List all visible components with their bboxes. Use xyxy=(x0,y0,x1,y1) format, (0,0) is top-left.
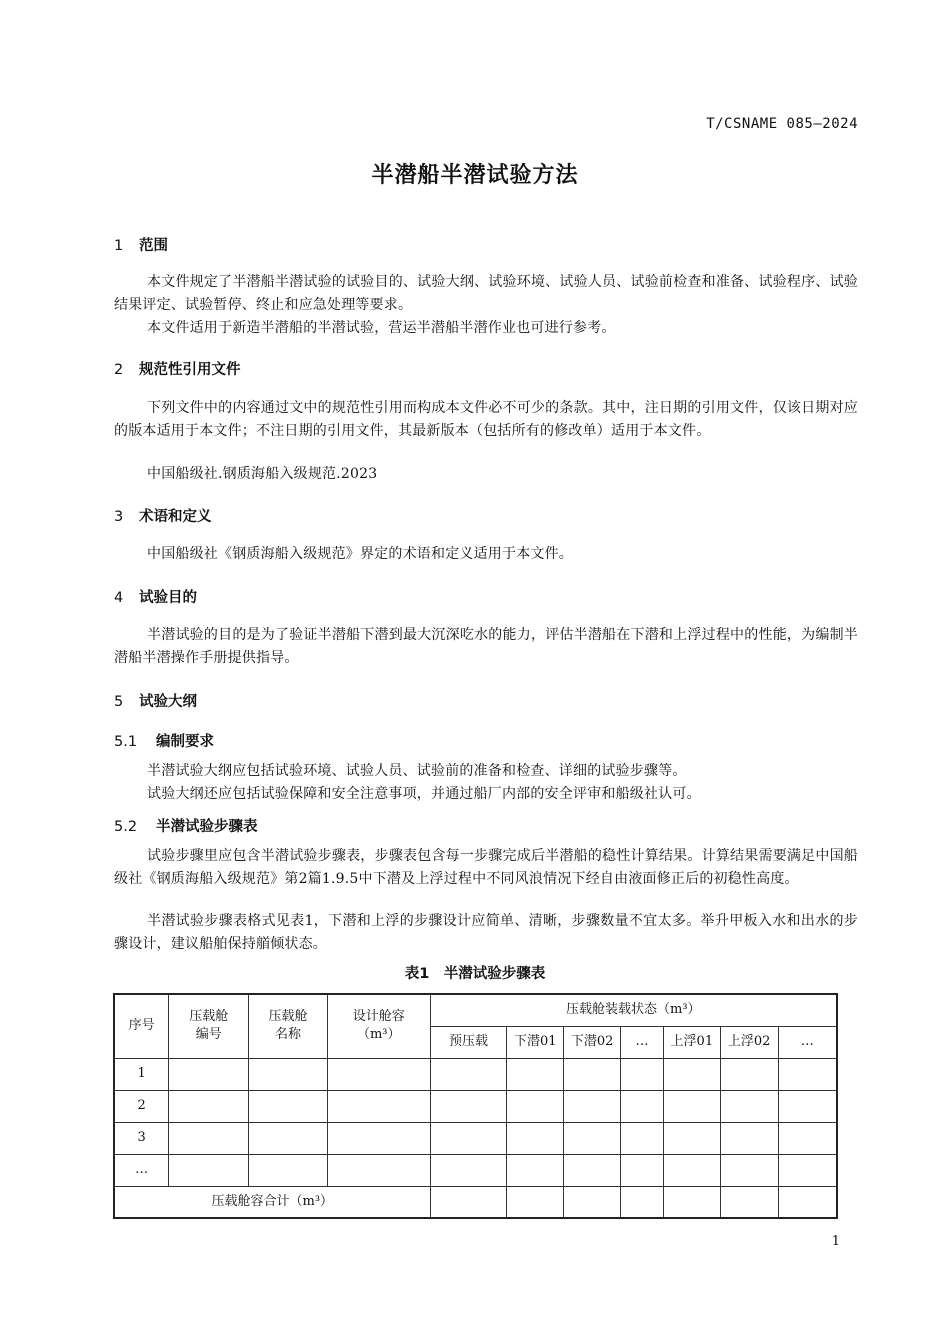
header-seq: 序号 xyxy=(114,994,169,1058)
section-title: 规范性引用文件 xyxy=(139,362,241,378)
section-title: 半潜试验步骤表 xyxy=(156,819,258,835)
ballast-steps-table xyxy=(113,993,838,1219)
section-2-paragraph-1: 下列文件中的内容通过文中的规范性引用而构成本文件必不可少的条款。其中，注日期的引用文件，仅该日期对应的版本适用于本文件；不注日期的引用文件，其最新版本（包括所有的修改单）适用于本文件。 xyxy=(114,400,858,439)
section-number: 2 xyxy=(114,362,124,378)
table-row xyxy=(114,1154,837,1186)
section-number: 5 xyxy=(114,694,124,710)
header-status-col: 预压载 xyxy=(430,1026,507,1058)
section-4-paragraph-1: 半潜试验的目的是为了验证半潜船下潜到最大沉深吃水的能力，评估半潜船在下潜和上浮过程中的性能，为编制半潜船半潜操作手册提供指导。 xyxy=(114,627,858,666)
section-1-heading xyxy=(114,234,168,255)
section-title: 试验目的 xyxy=(139,590,197,606)
total-label: 压载舱容合计（m³） xyxy=(114,1186,430,1218)
section-1-paragraph-2: 本文件适用于新造半潜船的半潜试验，营运半潜船半潜作业也可进行参考。 xyxy=(147,320,616,336)
section-title: 术语和定义 xyxy=(139,509,212,525)
section-title: 试验大纲 xyxy=(139,694,197,710)
section-5-2-heading xyxy=(114,815,258,836)
page-title: 半潜船半潜试验方法 xyxy=(371,163,579,188)
section-number: 4 xyxy=(114,590,124,606)
header-status-col: … xyxy=(621,1026,664,1058)
document-code: T/CSNAME 085—2024 xyxy=(706,116,858,132)
section-5-1-heading xyxy=(114,730,214,751)
header-status-col: 下潜01 xyxy=(507,1026,564,1058)
section-title: 编制要求 xyxy=(156,734,214,750)
table-header-row-1 xyxy=(114,994,837,1026)
header-design-capacity: 设计舱容 （m³） xyxy=(327,994,430,1058)
header-status-col: 下潜02 xyxy=(564,1026,621,1058)
page-number: 1 xyxy=(831,1234,840,1249)
section-5-2-paragraph-2: 半潜试验步骤表格式见表1，下潜和上浮的步骤设计应简单、清晰，步骤数量不宜太多。举升甲板入水和出水的步骤设计，建议船舶保持艏倾状态。 xyxy=(114,913,858,952)
section-2-reference: 中国船级社.钢质海船入级规范.2023 xyxy=(147,466,378,482)
header-status-col: 上浮02 xyxy=(720,1026,778,1058)
row-seq: 1 xyxy=(114,1058,169,1090)
header-tank-name: 压载舱 名称 xyxy=(249,994,328,1058)
section-5-2-paragraph-1: 试验步骤里应包含半潜试验步骤表，步骤表包含每一步骤完成后半潜船的稳性计算结果。计算结果需要满足中国船级社《钢质海船入级规范》第2篇1.9.5中下潜及上浮过程中不同风浪情况下经自由液面修正后的初稳性高度。 xyxy=(114,848,858,887)
section-5-1-paragraph-2: 试验大纲还应包括试验保障和安全注意事项，并通过船厂内部的安全评审和船级社认可。 xyxy=(147,786,701,802)
section-number: 5.2 xyxy=(114,819,138,835)
table-caption: 表1 半潜试验步骤表 xyxy=(404,966,546,982)
section-4-heading xyxy=(114,586,197,607)
section-3-heading xyxy=(114,505,212,526)
row-seq: … xyxy=(114,1154,169,1186)
table-total-row xyxy=(114,1186,837,1218)
section-1-paragraph-1: 本文件规定了半潜船半潜试验的试验目的、试验大纲、试验环境、试验人员、试验前检查和准备、试验程序、试验结果评定、试验暂停、终止和应急处理等要求。 xyxy=(114,274,858,313)
section-3-paragraph-1: 中国船级社《钢质海船入级规范》界定的术语和定义适用于本文件。 xyxy=(147,546,573,562)
section-2-heading xyxy=(114,358,241,379)
section-number: 1 xyxy=(114,238,124,254)
row-seq: 3 xyxy=(114,1122,169,1154)
table-row xyxy=(114,1090,837,1122)
header-status-col: … xyxy=(778,1026,837,1058)
header-status-col: 上浮01 xyxy=(663,1026,720,1058)
table-row xyxy=(114,1058,837,1090)
section-5-heading xyxy=(114,690,197,711)
section-number: 5.1 xyxy=(114,734,138,750)
header-status-group: 压载舱装载状态（m³） xyxy=(430,994,837,1026)
section-5-1-paragraph-1: 半潜试验大纲应包括试验环境、试验人员、试验前的准备和检查、详细的试验步骤等。 xyxy=(147,763,687,779)
header-tank-no: 压载舱 编号 xyxy=(169,994,249,1058)
section-title: 范围 xyxy=(139,238,168,254)
section-number: 3 xyxy=(114,509,124,525)
table-row xyxy=(114,1122,837,1154)
row-seq: 2 xyxy=(114,1090,169,1122)
